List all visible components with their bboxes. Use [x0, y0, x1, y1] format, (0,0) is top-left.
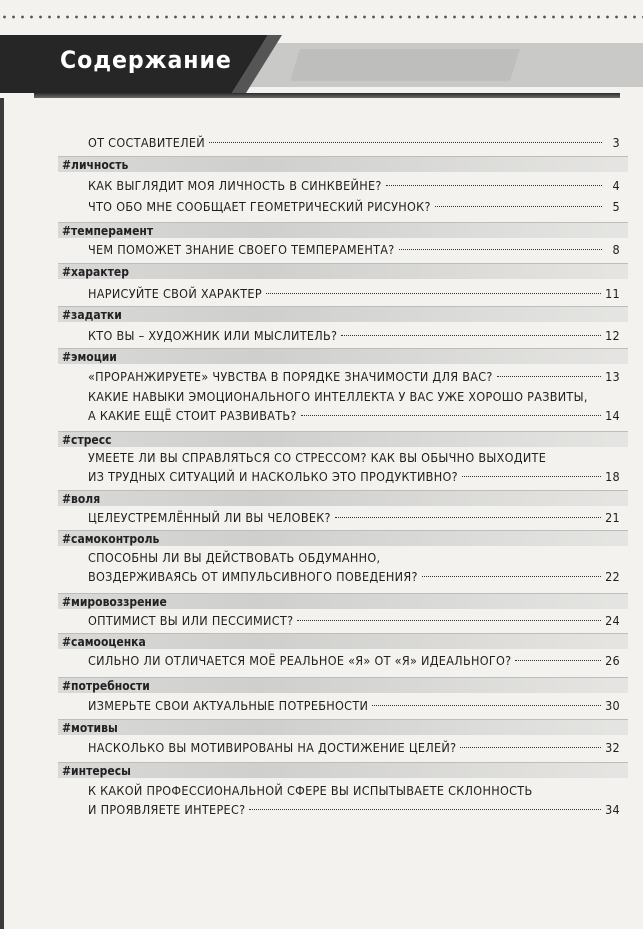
toc-tag: #самоконтроль	[58, 530, 628, 546]
toc-entry-row	[88, 696, 620, 715]
page-number: 13	[605, 369, 620, 384]
page-number: 5	[612, 199, 620, 214]
dot-leader	[386, 185, 602, 186]
toc-entry-row	[88, 508, 620, 527]
page-number: 24	[605, 613, 620, 628]
toc-entry-title-line: ЧТО ОБО МНЕ СООБЩАЕТ ГЕОМЕТРИЧЕСКИЙ РИСУНОК?	[88, 199, 431, 214]
toc-entry[interactable]	[88, 611, 620, 630]
dot-leader	[249, 809, 601, 810]
toc-entry-title-line: КАКИЕ НАВЫКИ ЭМОЦИОНАЛЬНОГО ИНТЕЛЛЕКТА У ВАС УЖЕ ХОРОШО РАЗВИТЫ,	[88, 389, 588, 404]
page-number: 30	[605, 698, 620, 713]
toc-entry-title-line: ОТ СОСТАВИТЕЛЕЙ	[88, 135, 205, 150]
page-number: 14	[605, 408, 620, 423]
toc-entry[interactable]	[88, 387, 620, 425]
toc-entry[interactable]	[88, 651, 620, 670]
toc-entry-row	[88, 800, 620, 819]
toc-entry-title-line: И ПРОЯВЛЯЕТЕ ИНТЕРЕС?	[88, 802, 246, 817]
toc-entry[interactable]	[88, 367, 620, 386]
page-number: 11	[605, 286, 620, 301]
page-title: Содержание	[60, 46, 232, 74]
toc-entry[interactable]	[88, 696, 620, 715]
toc-entry-title-line: ВОЗДЕРЖИВАЯСЬ ОТ ИМПУЛЬСИВНОГО ПОВЕДЕНИЯ?	[88, 569, 418, 584]
toc-entry-title-line: НАРИСУЙТЕ СВОЙ ХАРАКТЕР	[88, 286, 262, 301]
toc-tag: #интересы	[58, 762, 628, 778]
page-number: 26	[605, 653, 620, 668]
page-number: 18	[605, 469, 620, 484]
toc-tag: #самооценка	[58, 633, 628, 649]
toc-entry-row	[88, 651, 620, 670]
toc-tag: #темперамент	[58, 222, 628, 238]
toc-tag: #задатки	[58, 306, 628, 322]
toc-entry-title-line: КТО ВЫ – ХУДОЖНИК ИЛИ МЫСЛИТЕЛЬ?	[88, 328, 338, 343]
toc-entry-row	[88, 326, 620, 345]
dot-leader	[435, 206, 602, 207]
dot-leader	[341, 335, 601, 336]
dot-leader	[422, 576, 601, 577]
toc-entry-row	[88, 284, 620, 303]
dot-leader	[297, 620, 601, 621]
toc-entry[interactable]	[88, 326, 620, 345]
toc-entry[interactable]	[88, 240, 620, 259]
toc-entry-title-line: ИЗМЕРЬТЕ СВОИ АКТУАЛЬНЫЕ ПОТРЕБНОСТИ	[88, 698, 369, 713]
toc-entry[interactable]	[88, 781, 620, 819]
toc-entry-row	[88, 240, 620, 259]
page-number: 3	[612, 135, 620, 150]
toc-entry[interactable]	[88, 548, 620, 586]
dot-leader	[301, 415, 601, 416]
toc-tag: #личность	[58, 156, 628, 172]
page-number: 8	[612, 242, 620, 257]
toc-entry-title-line: ЦЕЛЕУСТРЕМЛЁННЫЙ ЛИ ВЫ ЧЕЛОВЕК?	[88, 510, 331, 525]
page-number: 4	[612, 178, 620, 193]
toc-entry-row	[88, 176, 620, 195]
toc-tag: #мотивы	[58, 719, 628, 735]
toc-tag: #характер	[58, 263, 628, 279]
toc-tag: #стресс	[58, 431, 628, 447]
page-number: 32	[605, 740, 620, 755]
dot-leader	[462, 476, 601, 477]
toc-entry-title-line: УМЕЕТЕ ЛИ ВЫ СПРАВЛЯТЬСЯ СО СТРЕССОМ? КАК ВЫ ОБЫЧНО ВЫХОДИТЕ	[88, 450, 547, 465]
toc-entry-title-line: «ПРОРАНЖИРУЕТЕ» ЧУВСТВА В ПОРЯДКЕ ЗНАЧИМОСТИ ДЛЯ ВАС?	[88, 369, 493, 384]
toc-tag: #мировоззрение	[58, 593, 628, 609]
toc-entry[interactable]	[88, 508, 620, 527]
page-number: 22	[605, 569, 620, 584]
dot-leader	[335, 517, 601, 518]
toc-entry-row	[88, 133, 620, 152]
toc-entry-row	[88, 406, 620, 425]
toc-entry[interactable]	[88, 284, 620, 303]
toc-tag: #воля	[58, 490, 628, 506]
dot-leader	[497, 376, 601, 377]
toc-entry[interactable]	[88, 197, 620, 216]
page-number: 34	[605, 802, 620, 817]
toc-entry-title-line: К КАКОЙ ПРОФЕССИОНАЛЬНОЙ СФЕРЕ ВЫ ИСПЫТЫВАЕТЕ СКЛОННОСТЬ	[88, 783, 533, 798]
toc-entry[interactable]	[88, 738, 620, 757]
toc-entry-title-line: ЧЕМ ПОМОЖЕТ ЗНАНИЕ СВОЕГО ТЕМПЕРАМЕНТА?	[88, 242, 395, 257]
dot-leader	[460, 747, 601, 748]
toc-tag: #потребности	[58, 677, 628, 693]
toc-entry-title-line: А КАКИЕ ЕЩЁ СТОИТ РАЗВИВАТЬ?	[88, 408, 297, 423]
toc-tag: #эмоции	[58, 348, 628, 364]
dot-leader	[266, 293, 601, 294]
page-number: 12	[605, 328, 620, 343]
toc-entry-row	[88, 197, 620, 216]
toc-entry[interactable]	[88, 133, 620, 152]
toc-entry-title-line: ОПТИМИСТ ВЫ ИЛИ ПЕССИМИСТ?	[88, 613, 294, 628]
toc-entry[interactable]	[88, 448, 620, 486]
dot-leader	[515, 660, 601, 661]
toc-entry-title-line: СПОСОБНЫ ЛИ ВЫ ДЕЙСТВОВАТЬ ОБДУМАННО,	[88, 550, 381, 565]
page-number: 21	[605, 510, 620, 525]
dot-leader	[399, 249, 602, 250]
toc-entry-title-line: НАСКОЛЬКО ВЫ МОТИВИРОВАНЫ НА ДОСТИЖЕНИЕ ЦЕЛЕЙ?	[88, 740, 457, 755]
dot-leader	[372, 705, 601, 706]
toc-entry-row	[88, 467, 620, 486]
toc-entry-title-line: СИЛЬНО ЛИ ОТЛИЧАЕТСЯ МОЁ РЕАЛЬНОЕ «Я» ОТ «Я» ИДЕАЛЬНОГО?	[88, 653, 512, 668]
toc-entry-row	[88, 567, 620, 586]
toc-entry-title-line: КАК ВЫГЛЯДИТ МОЯ ЛИЧНОСТЬ В СИНКВЕЙНЕ?	[88, 178, 382, 193]
toc-entry-title-line: ИЗ ТРУДНЫХ СИТУАЦИЙ И НАСКОЛЬКО ЭТО ПРОДУКТИВНО?	[88, 469, 458, 484]
toc-entry-row	[88, 367, 620, 386]
toc-entry-row	[88, 738, 620, 757]
dot-leader	[209, 142, 602, 143]
toc-entry-row	[88, 611, 620, 630]
toc-entry[interactable]	[88, 176, 620, 195]
